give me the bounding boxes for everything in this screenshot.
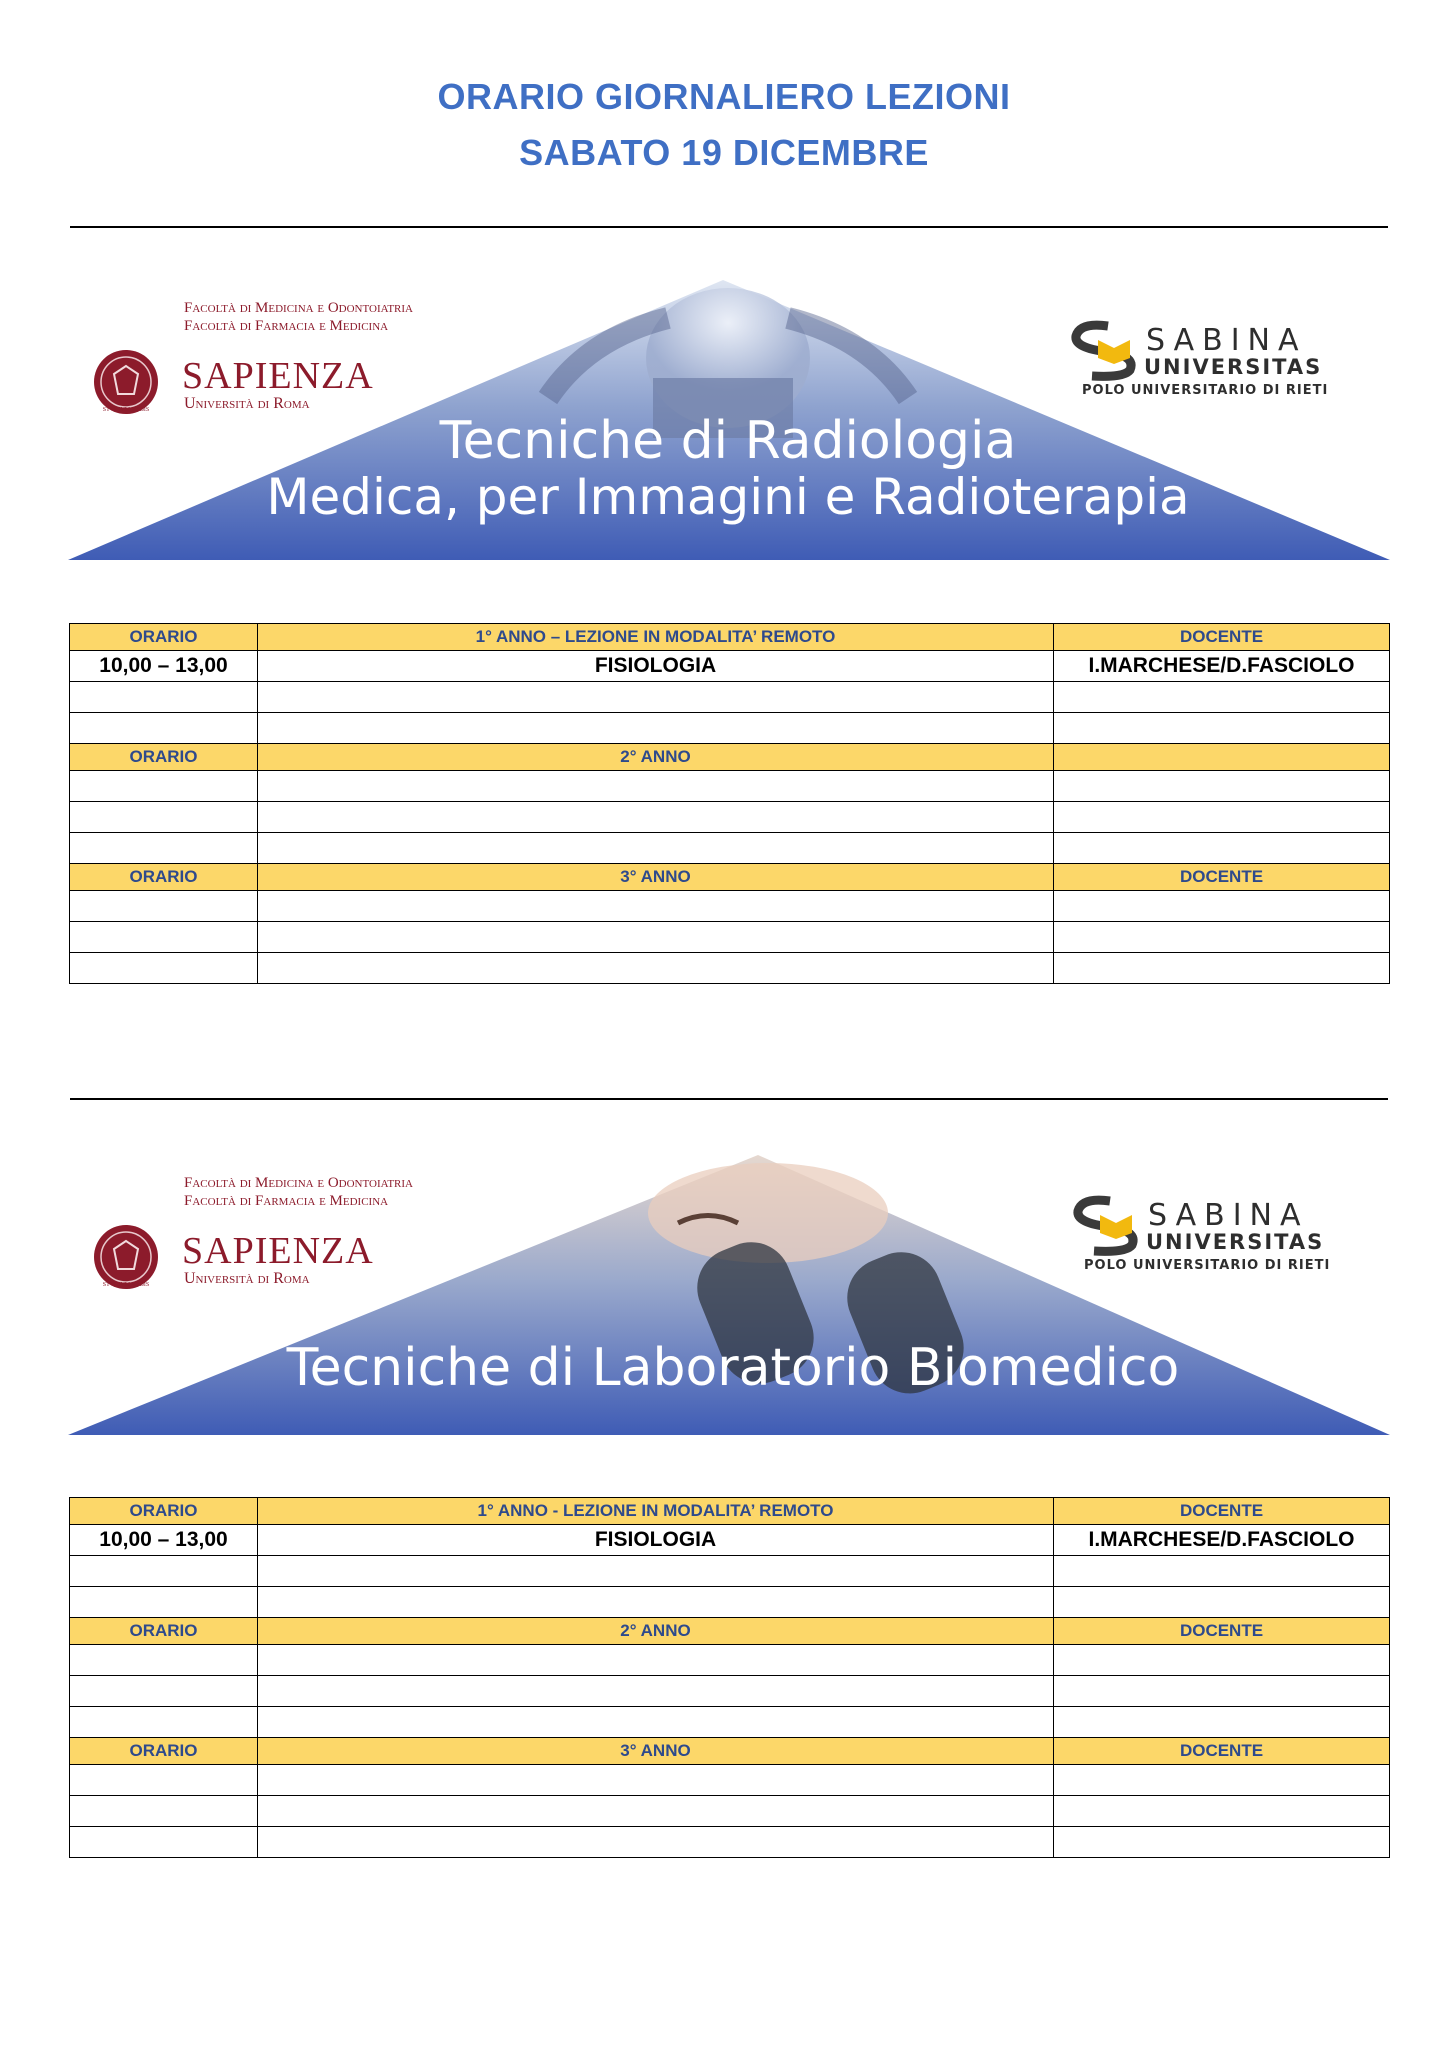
schedule-table-laboratorio bbox=[69, 1497, 1390, 1858]
sapienza-logo bbox=[94, 300, 413, 414]
cell-materia bbox=[258, 713, 1054, 744]
table-row bbox=[70, 1707, 1390, 1738]
cell-materia bbox=[258, 953, 1054, 984]
header-row-anno-3 bbox=[70, 1738, 1390, 1765]
cell-materia bbox=[258, 922, 1054, 953]
sapienza-sub: Università di Roma bbox=[184, 395, 310, 412]
cell-orario bbox=[70, 1676, 258, 1707]
table-row bbox=[70, 1645, 1390, 1676]
cell-materia bbox=[258, 682, 1054, 713]
sapienza-name: SAPIENZA bbox=[182, 1230, 374, 1272]
cell-orario bbox=[70, 1707, 258, 1738]
header-row-anno-2 bbox=[70, 1618, 1390, 1645]
header-orario: ORARIO bbox=[70, 864, 258, 891]
table-row bbox=[70, 802, 1390, 833]
cell-orario bbox=[70, 771, 258, 802]
table-row bbox=[70, 953, 1390, 984]
cell-orario bbox=[70, 682, 258, 713]
banner-title-line2: Medica, per Immagini e Radioterapia bbox=[266, 468, 1190, 526]
cell-materia bbox=[258, 802, 1054, 833]
sapienza-name: SAPIENZA bbox=[182, 355, 374, 397]
header-anno: 3° ANNO bbox=[258, 1738, 1054, 1765]
cell-materia bbox=[258, 771, 1054, 802]
table-row bbox=[70, 891, 1390, 922]
header-docente: DOCENTE bbox=[1054, 624, 1390, 651]
cell-docente bbox=[1054, 682, 1390, 713]
cell-materia: FISIOLOGIA bbox=[258, 1525, 1054, 1556]
header-anno: 3° ANNO bbox=[258, 864, 1054, 891]
cell-docente bbox=[1054, 802, 1390, 833]
cell-materia bbox=[258, 1556, 1054, 1587]
header-anno: 1° ANNO - LEZIONE IN MODALITA’ REMOTO bbox=[258, 1498, 1054, 1525]
header-row-anno-2 bbox=[70, 744, 1390, 771]
table-row bbox=[70, 1796, 1390, 1827]
table-row bbox=[70, 1587, 1390, 1618]
divider-middle bbox=[70, 1098, 1388, 1100]
cell-docente bbox=[1054, 771, 1390, 802]
cell-materia bbox=[258, 1827, 1054, 1858]
sabina-name: SABINA bbox=[1146, 323, 1307, 358]
faculty-line1: Facoltà di Medicina e Odontoiatria bbox=[184, 1175, 413, 1191]
table-row bbox=[70, 713, 1390, 744]
page-title: ORARIO GIORNALIERO LEZIONI bbox=[437, 76, 1011, 117]
sabina-polo: POLO UNIVERSITARIO DI RIETI bbox=[1084, 1258, 1331, 1273]
header-docente: DOCENTE bbox=[1054, 864, 1390, 891]
header-orario: ORARIO bbox=[70, 1738, 258, 1765]
cell-orario bbox=[70, 953, 258, 984]
cell-docente: I.MARCHESE/D.FASCIOLO bbox=[1054, 651, 1390, 682]
cell-materia bbox=[258, 1765, 1054, 1796]
faculty-line2: Facoltà di Farmacia e Medicina bbox=[184, 318, 389, 334]
header-anno: 2° ANNO bbox=[258, 1618, 1054, 1645]
sabina-polo: POLO UNIVERSITARIO DI RIETI bbox=[1082, 383, 1329, 398]
header-orario: ORARIO bbox=[70, 1498, 258, 1525]
cell-orario: 10,00 – 13,00 bbox=[70, 1525, 258, 1556]
table-row bbox=[70, 682, 1390, 713]
cell-materia bbox=[258, 1645, 1054, 1676]
faculty-line2: Facoltà di Farmacia e Medicina bbox=[184, 1193, 389, 1209]
header-orario: ORARIO bbox=[70, 744, 258, 771]
table-row bbox=[70, 922, 1390, 953]
table-row bbox=[70, 1765, 1390, 1796]
cell-docente bbox=[1054, 1556, 1390, 1587]
table-row bbox=[70, 771, 1390, 802]
cell-orario bbox=[70, 1645, 258, 1676]
sabina-name: SABINA bbox=[1148, 1198, 1309, 1233]
cell-docente bbox=[1054, 1645, 1390, 1676]
header-docente: DOCENTE bbox=[1054, 1738, 1390, 1765]
table-row bbox=[70, 1676, 1390, 1707]
seal-text: STVDIVM VRBIS bbox=[102, 407, 150, 413]
divider-top bbox=[70, 226, 1388, 228]
cell-orario bbox=[70, 891, 258, 922]
header-row-anno-1 bbox=[70, 624, 1390, 651]
cell-orario bbox=[70, 1587, 258, 1618]
table-row bbox=[70, 651, 1390, 682]
cell-orario: 10,00 – 13,00 bbox=[70, 651, 258, 682]
faculty-line1: Facoltà di Medicina e Odontoiatria bbox=[184, 300, 413, 316]
cell-docente bbox=[1054, 1796, 1390, 1827]
cell-orario bbox=[70, 713, 258, 744]
header-docente: DOCENTE bbox=[1054, 1498, 1390, 1525]
cell-docente bbox=[1054, 1765, 1390, 1796]
sapienza-seal-icon bbox=[94, 350, 158, 414]
sapienza-logo bbox=[94, 1175, 413, 1289]
cell-docente bbox=[1054, 1587, 1390, 1618]
cell-materia bbox=[258, 1676, 1054, 1707]
sabina-sub: UNIVERSITAS bbox=[1144, 355, 1323, 379]
sabina-logo bbox=[1078, 1198, 1330, 1273]
page-subtitle-date: SABATO 19 DICEMBRE bbox=[519, 132, 929, 173]
sapienza-seal-icon bbox=[94, 1225, 158, 1289]
header-docente bbox=[1054, 744, 1390, 771]
cell-materia: FISIOLOGIA bbox=[258, 651, 1054, 682]
cell-docente bbox=[1054, 953, 1390, 984]
header-row-anno-1 bbox=[70, 1498, 1390, 1525]
header-row-anno-3 bbox=[70, 864, 1390, 891]
banner-title-line1: Tecniche di Laboratorio Biomedico bbox=[286, 1338, 1180, 1398]
table-row bbox=[70, 1525, 1390, 1556]
cell-materia bbox=[258, 1707, 1054, 1738]
cell-orario bbox=[70, 1796, 258, 1827]
cell-orario bbox=[70, 802, 258, 833]
schedule-table-radiologia bbox=[69, 623, 1390, 984]
cell-docente bbox=[1054, 1827, 1390, 1858]
cell-materia bbox=[258, 1587, 1054, 1618]
cell-orario bbox=[70, 1765, 258, 1796]
banner-title-line1: Tecniche di Radiologia bbox=[439, 411, 1017, 471]
cell-orario bbox=[70, 1556, 258, 1587]
cell-materia bbox=[258, 891, 1054, 922]
cell-docente: I.MARCHESE/D.FASCIOLO bbox=[1054, 1525, 1390, 1556]
sabina-sub: UNIVERSITAS bbox=[1146, 1230, 1325, 1254]
cell-orario bbox=[70, 1827, 258, 1858]
banner-laboratorio bbox=[68, 1153, 1390, 1438]
header-anno: 2° ANNO bbox=[258, 744, 1054, 771]
header-anno: 1° ANNO – LEZIONE IN MODALITA’ REMOTO bbox=[258, 624, 1054, 651]
cell-docente bbox=[1054, 891, 1390, 922]
cell-orario bbox=[70, 922, 258, 953]
cell-docente bbox=[1054, 1676, 1390, 1707]
cell-docente bbox=[1054, 1707, 1390, 1738]
cell-orario bbox=[70, 833, 258, 864]
header-orario: ORARIO bbox=[70, 624, 258, 651]
header-docente: DOCENTE bbox=[1054, 1618, 1390, 1645]
seal-text: STVDIVM VRBIS bbox=[102, 1282, 150, 1288]
sabina-logo bbox=[1076, 323, 1328, 398]
cell-docente bbox=[1054, 922, 1390, 953]
table-row bbox=[70, 833, 1390, 864]
banner-radiologia bbox=[68, 278, 1390, 563]
cell-materia bbox=[258, 833, 1054, 864]
table-row bbox=[70, 1827, 1390, 1858]
sapienza-sub: Università di Roma bbox=[184, 1270, 310, 1287]
table-row bbox=[70, 1556, 1390, 1587]
cell-materia bbox=[258, 1796, 1054, 1827]
cell-docente bbox=[1054, 713, 1390, 744]
cell-docente bbox=[1054, 833, 1390, 864]
header-orario: ORARIO bbox=[70, 1618, 258, 1645]
